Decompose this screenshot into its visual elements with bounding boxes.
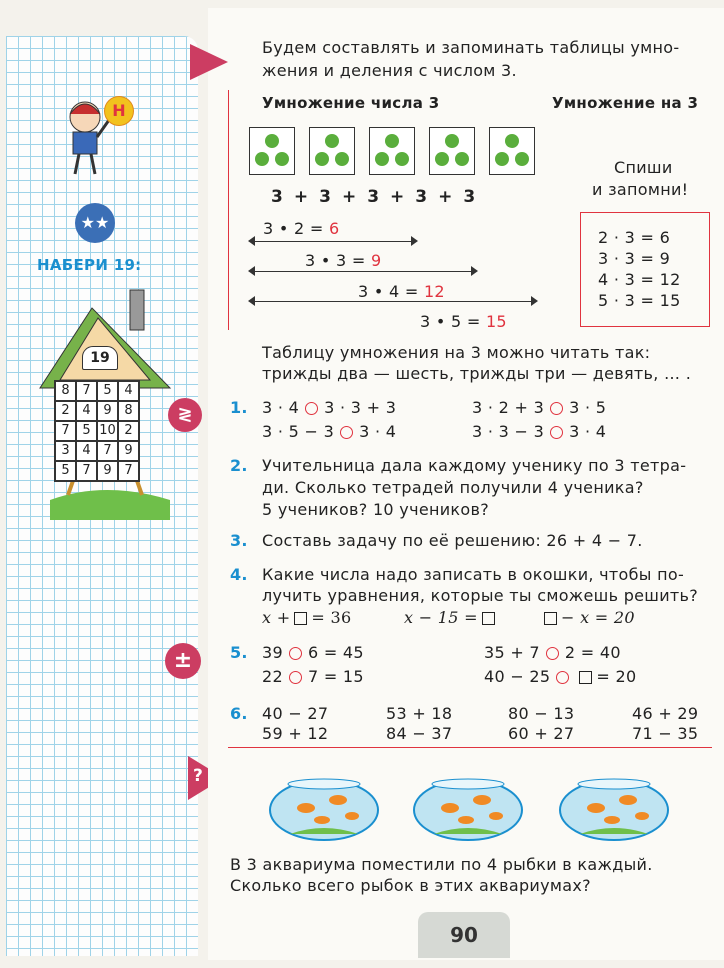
grid-cell: 5	[76, 421, 97, 441]
answer-box[interactable]	[294, 612, 307, 625]
section-divider-horizontal	[228, 747, 712, 748]
compare-icon: ≷	[168, 398, 202, 432]
compare-circle[interactable]	[305, 402, 318, 415]
grid-cell: 9	[118, 441, 139, 461]
green-dot	[505, 134, 519, 148]
green-dot	[255, 152, 269, 166]
grid-cell: 8	[55, 381, 76, 401]
grid-cell: 10	[97, 421, 118, 441]
operation-circle[interactable]	[289, 671, 302, 684]
sum-token: 3	[367, 187, 381, 207]
number-grid	[54, 380, 140, 482]
sum-token: +	[390, 187, 406, 207]
task-1-row-2-left: 3 · 5 − 3 3 · 4	[262, 422, 397, 441]
task-1-row-2-right: 3 · 3 − 3 3 · 4	[472, 422, 607, 441]
sum-token: 3	[463, 187, 477, 207]
task-6-expression: 80 − 13	[508, 704, 575, 723]
nabery-label: НАБЕРИ 19:	[37, 256, 142, 274]
grid-cell: 7	[76, 381, 97, 401]
three-dots-card	[309, 127, 355, 175]
compare-circle[interactable]	[550, 402, 563, 415]
sum-expression	[266, 187, 481, 207]
task-6-expression: 46 + 29	[632, 704, 699, 723]
bracket-arrow-right	[471, 266, 478, 276]
green-dot	[495, 152, 509, 166]
bracket-line	[253, 241, 413, 242]
compare-circle[interactable]	[550, 426, 563, 439]
grid-cell: 7	[55, 421, 76, 441]
task-number: 5.	[230, 643, 248, 662]
grid-cell: 7	[76, 461, 97, 481]
task-2-line-2: ди. Сколько тетрадей получили 4 ученика?	[262, 478, 644, 497]
letter-n-badge-icon: Н	[104, 96, 134, 126]
grid-cell: 7	[118, 461, 139, 481]
bracket-arrow-left	[248, 296, 255, 306]
bracket-arrow-left	[248, 236, 255, 246]
three-dots-card	[249, 127, 295, 175]
green-dot	[435, 152, 449, 166]
task-4-equation-2: x − 15 =	[404, 608, 499, 627]
task-5-row-2-left: 22 7 = 15	[262, 667, 364, 686]
three-dots-card	[429, 127, 475, 175]
memo-row: 2 · 3 = 6	[598, 228, 671, 247]
answer-box[interactable]	[579, 671, 592, 684]
task-number: 2.	[230, 456, 248, 475]
sum-token: 3	[271, 187, 284, 207]
intro-line-1: Будем составлять и запоминать таблицы умно-	[262, 38, 680, 57]
intro-arrow-icon	[190, 44, 228, 80]
task-4-equation-1: x + = 36	[262, 608, 352, 627]
green-dot	[445, 134, 459, 148]
green-dot	[315, 152, 329, 166]
green-dot	[335, 152, 349, 166]
operation-circle[interactable]	[546, 647, 559, 660]
memo-row: 3 · 3 = 9	[598, 249, 671, 268]
task-4-equation-3: − x = 20	[540, 608, 635, 627]
fish-task-line-1: В 3 аквариума поместили по 4 рыбки в каждый.	[230, 855, 653, 874]
ladder-line-2: 3 • 3 = 9	[305, 251, 382, 270]
plus-minus-icon: ±	[165, 643, 201, 679]
task-5-row-1-right: 35 + 7 2 = 40	[484, 643, 621, 662]
sum-token: +	[341, 187, 358, 207]
task-6-expression: 40 − 27	[262, 704, 329, 723]
sum-token: 3	[319, 187, 332, 207]
sum-token: +	[293, 187, 310, 207]
green-dot	[515, 152, 529, 166]
three-dots-card	[489, 127, 535, 175]
task-4-line-1: Какие числа надо записать в окошки, чтобы по-	[262, 565, 685, 584]
task-number: 1.	[230, 398, 248, 417]
operation-circle[interactable]	[556, 671, 569, 684]
house-number-window: 19	[82, 346, 118, 370]
heading-left: Умножение числа 3	[262, 94, 440, 112]
question-mark-glyph: ?	[193, 766, 203, 786]
task-3-line-1: Составь задачу по её решению: 26 + 4 − 7.	[262, 531, 643, 550]
aquarium-illustration	[412, 772, 524, 842]
sum-token: 3	[415, 187, 429, 207]
ladder-line-1: 3 • 2 = 6	[263, 219, 340, 238]
task-6-expression: 53 + 18	[386, 704, 453, 723]
green-dot	[325, 134, 339, 148]
grid-cell: 7	[97, 441, 118, 461]
memo-row: 5 · 3 = 15	[598, 291, 681, 310]
aquarium-illustration	[268, 772, 380, 842]
three-dots-card	[369, 127, 415, 175]
grid-cell: 4	[118, 381, 139, 401]
grid-cell: 9	[97, 401, 118, 421]
task-number: 6.	[230, 704, 248, 723]
bracket-line	[253, 301, 533, 302]
heading-right: Умножение на 3	[552, 94, 699, 112]
grid-cell: 4	[76, 401, 97, 421]
bracket-arrow-right	[531, 296, 538, 306]
memo-title-1: Спиши	[614, 158, 673, 177]
read-note-line-2: трижды два — шесть, трижды три — девять, … .	[262, 364, 692, 383]
memo-row: 4 · 3 = 12	[598, 270, 681, 289]
section-divider-vertical	[228, 90, 229, 330]
grid-cell: 5	[97, 381, 118, 401]
answer-box[interactable]	[544, 612, 557, 625]
green-dot	[275, 152, 289, 166]
green-dot	[375, 152, 389, 166]
compare-circle[interactable]	[340, 426, 353, 439]
page-number: 90	[418, 912, 510, 958]
task-6-expression: 84 − 37	[386, 724, 453, 743]
green-dot	[385, 134, 399, 148]
green-dot	[455, 152, 469, 166]
grid-cell: 3	[55, 441, 76, 461]
task-5-row-1-left: 39 6 = 45	[262, 643, 364, 662]
task-6-expression: 59 + 12	[262, 724, 329, 743]
grid-cell: 2	[118, 421, 139, 441]
task-number: 3.	[230, 531, 248, 550]
memo-title-2: и запомни!	[592, 180, 689, 199]
task-6-expression: 60 + 27	[508, 724, 575, 743]
intro-line-2: жения и деления с числом 3.	[262, 61, 517, 80]
task-1-row-1-left: 3 · 4 3 · 3 + 3	[262, 398, 397, 417]
read-note-line-1: Таблицу умножения на 3 можно читать так:	[262, 343, 651, 362]
task-2-line-3: 5 учеников? 10 учеников?	[262, 500, 489, 519]
task-2-line-1: Учительница дала каждому ученику по 3 тетра-	[262, 456, 687, 475]
answer-box[interactable]	[482, 612, 495, 625]
fish-task-line-2: Сколько всего рыбок в этих аквариумах?	[230, 876, 591, 895]
grid-cell: 5	[55, 461, 76, 481]
task-4-line-2: лучить уравнения, которые ты сможешь решить?	[262, 586, 699, 605]
ladder-line-4: 3 • 5 = 15	[420, 312, 507, 331]
grid-cell: 4	[76, 441, 97, 461]
task-1-row-1-right: 3 · 2 + 3 3 · 5	[472, 398, 607, 417]
bracket-arrow-right	[411, 236, 418, 246]
sum-token: +	[438, 187, 454, 207]
grid-cell: 9	[97, 461, 118, 481]
grid-cell: 8	[118, 401, 139, 421]
stars-icon: ★★	[75, 203, 115, 243]
green-dot	[265, 134, 279, 148]
task-number: 4.	[230, 565, 248, 584]
ladder-line-3: 3 • 4 = 12	[358, 282, 445, 301]
operation-circle[interactable]	[289, 647, 302, 660]
task-5-row-2-right: 40 − 25 = 20	[484, 667, 637, 686]
task-6-expression: 71 − 35	[632, 724, 699, 743]
green-dot	[395, 152, 409, 166]
grid-cell: 2	[55, 401, 76, 421]
bracket-line	[253, 271, 473, 272]
bracket-arrow-left	[248, 266, 255, 276]
aquarium-illustration	[558, 772, 670, 842]
